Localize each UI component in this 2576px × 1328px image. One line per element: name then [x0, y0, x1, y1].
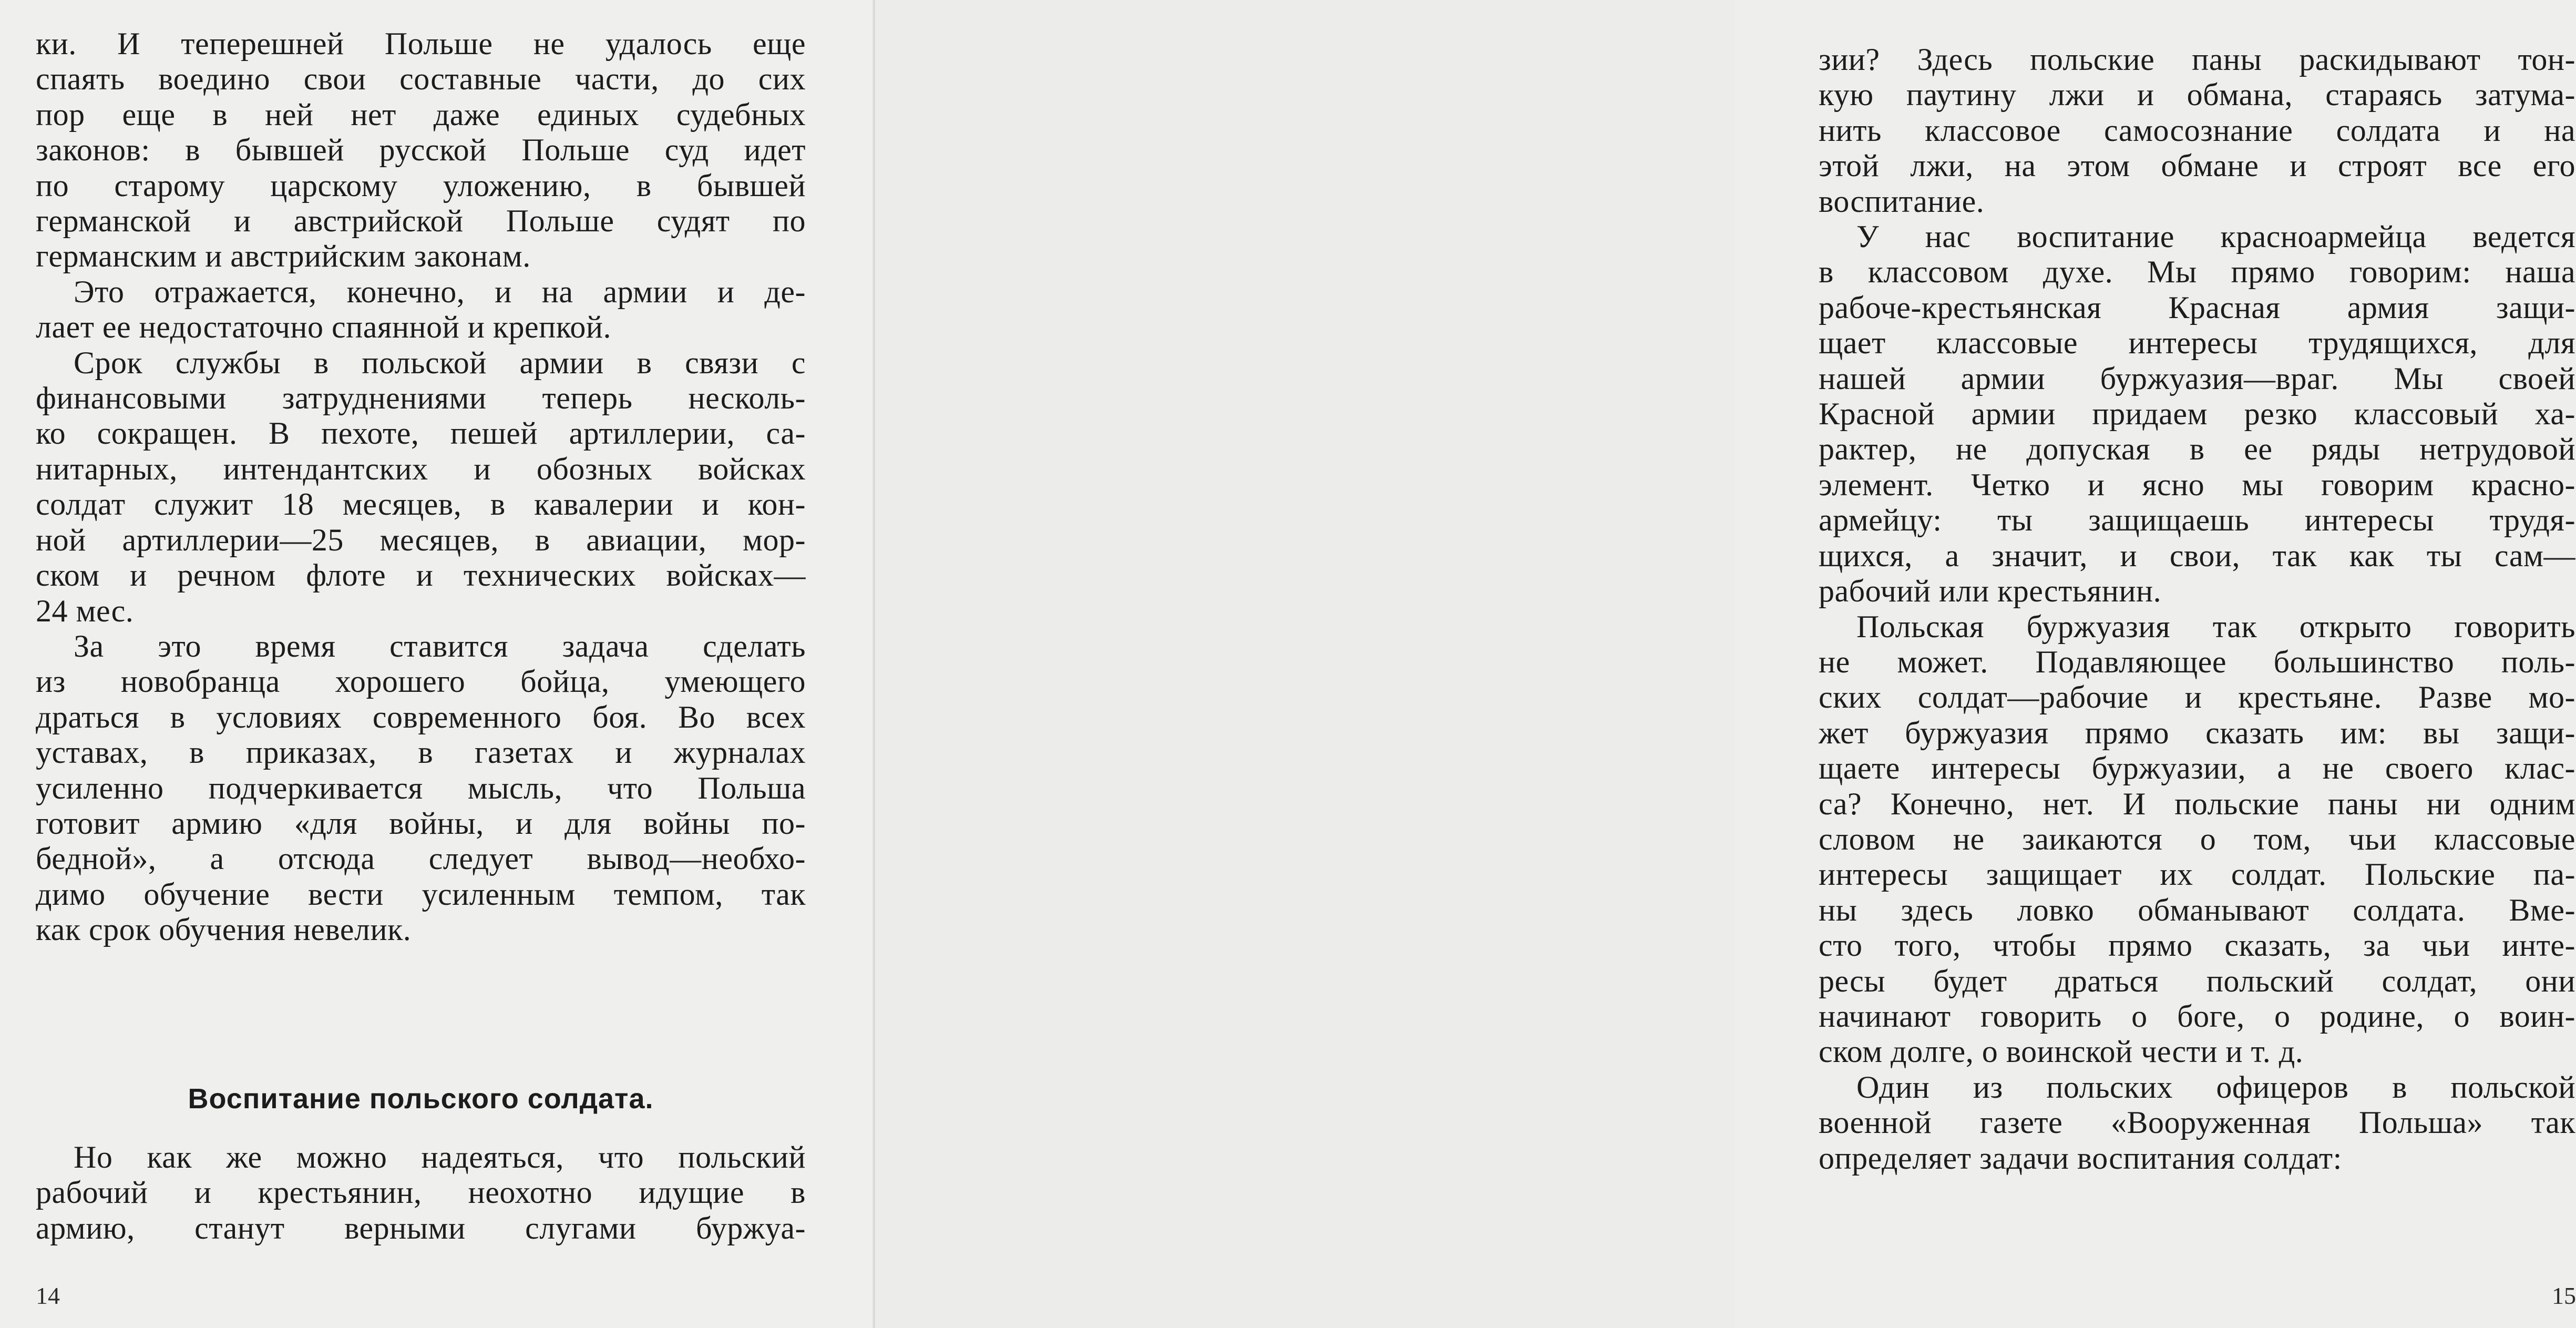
text-line: ских солдат—рабочие и крестьяне. Разве мо- [1819, 680, 2575, 715]
text-line: этой лжи, на этом обмане и строят все его [1819, 148, 2575, 183]
text-line: лает ее недостаточно спаянной и крепкой. [36, 310, 611, 345]
text-line: Один из польских офицеров в польской [1856, 1069, 2575, 1105]
text-line: рактер, не допуская в ее ряды нетрудовой [1819, 432, 2575, 467]
text-line: как срок обучения невелик. [36, 912, 412, 947]
page-number-left: 14 [36, 1282, 60, 1309]
text-line: нитарных, интендантских и обозных войсках [36, 451, 806, 486]
text-line: ском и речном флоте и технических войсках— [36, 558, 806, 593]
text-line: зии? Здесь польские паны раскидывают тон- [1819, 42, 2575, 77]
text-line: финансовыми затруднениями теперь несколь- [36, 381, 806, 416]
text-line: 24 мес. [36, 593, 134, 628]
text-line: не может. Подавляющее большинство поль- [1819, 644, 2575, 679]
text-line: ной артиллерии—25 месяцев, в авиации, мор- [36, 522, 806, 557]
right-page-body [1819, 42, 2575, 1176]
text-line: по старому царскому уложению, в бывшей [36, 168, 806, 203]
text-line: уставах, в приказах, в газетах и журналах [36, 735, 806, 770]
right-page [875, 0, 2576, 1328]
text-line: пор еще в ней нет даже единых судебных [36, 97, 806, 132]
text-line: в классовом духе. Мы прямо говорим: наша [1819, 254, 2575, 290]
text-line: Красной армии придаем резко классовый ха- [1819, 396, 2575, 432]
text-line: готовит армию «для войны, и для войны по- [36, 805, 806, 841]
text-line: щает классовые интересы трудящихся, для [1819, 325, 2575, 361]
text-line: воспитание. [1819, 183, 1985, 219]
text-line: щаете интересы буржуазии, а не своего клас- [1819, 751, 2575, 786]
text-line: ресы будет драться польский солдат, они [1819, 963, 2575, 998]
text-line: солдат служит 18 месяцев, в кавалерии и кон- [36, 487, 806, 522]
text-line: Польская буржуазия так открыто говорить [1856, 609, 2575, 644]
text-line: щихся, а значит, и свои, так как ты сам— [1819, 538, 2575, 573]
text-line: начинают говорить о боге, о родине, о воин- [1819, 998, 2575, 1034]
text-line: жет буржуазия прямо сказать им: вы защи- [1819, 715, 2575, 750]
text-line: элемент. Четко и ясно мы говорим красно- [1819, 467, 2575, 502]
text-line: армейцу: ты защищаешь интересы трудя- [1819, 503, 2575, 538]
text-line: У нас воспитание красноармейца ведется [1856, 219, 2575, 254]
text-line: нашей армии буржуазия—враг. Мы своей [1819, 361, 2575, 396]
text-line: законов: в бывшей русской Польше суд идет [36, 132, 806, 168]
text-line: драться в условиях современного боя. Во всех [36, 699, 806, 734]
text-line: рабоче-крестьянская Красная армия защи- [1819, 290, 2575, 325]
text-line: са? Конечно, нет. И польские паны ни одним [1819, 786, 2575, 821]
left-page [0, 0, 875, 1328]
text-line: Срок службы в польской армии в связи с [74, 345, 806, 380]
text-line: интересы защищает их солдат. Польские па- [1819, 857, 2575, 892]
text-line: спаять воедино свои составные части, до сих [36, 62, 806, 97]
text-line: германским и австрийским законам. [36, 239, 531, 274]
page-number-right: 15 [2552, 1282, 2576, 1309]
text-line: Но как же можно надеяться, что польский [74, 1140, 806, 1174]
left-page-body-top [36, 26, 806, 948]
text-line: германской и австрийской Польше судят по [36, 203, 806, 239]
text-line: димо обучение вести усиленным темпом, так [36, 876, 806, 912]
text-line: За это время ставится задача сделать [74, 628, 806, 663]
text-line: определяет задачи воспитания солдат: [1819, 1140, 2342, 1176]
text-line: ском долге, о воинской чести и т. д. [1819, 1034, 2304, 1069]
text-line: военной газете «Вооруженная Польша» так [1819, 1105, 2575, 1140]
left-page-body-bottom [36, 1140, 806, 1246]
section-heading: Воспитание польского солдата. [188, 1083, 654, 1115]
text-line: ко сокращен. В пехоте, пешей артиллерии, са- [36, 416, 806, 451]
text-line: рабочий и крестьянин, неохотно идущие в [36, 1175, 806, 1210]
text-line: усиленно подчеркивается мысль, что Польша [36, 770, 806, 805]
text-line: нить классовое самосознание солдата и на [1819, 113, 2575, 148]
text-line: из новобранца хорошего бойца, умеющего [36, 664, 806, 699]
text-line: словом не заикаются о том, чьи классовые [1819, 821, 2575, 856]
text-line: сто того, чтобы прямо сказать, за чьи инте- [1819, 928, 2575, 963]
text-line: Это отражается, конечно, и на армии и де- [74, 274, 806, 309]
text-line: армию, станут верными слугами буржуа- [36, 1210, 806, 1245]
text-line: рабочий или крестьянин. [1819, 574, 2162, 609]
text-line: бедной», а отсюда следует вывод—необхо- [36, 841, 806, 876]
text-line: кую паутину лжи и обмана, стараясь затума- [1819, 77, 2575, 113]
text-line: ки. И теперешней Польше не удалось еще [36, 26, 806, 61]
text-line: ны здесь ловко обманывают солдата. Вме- [1819, 892, 2575, 927]
